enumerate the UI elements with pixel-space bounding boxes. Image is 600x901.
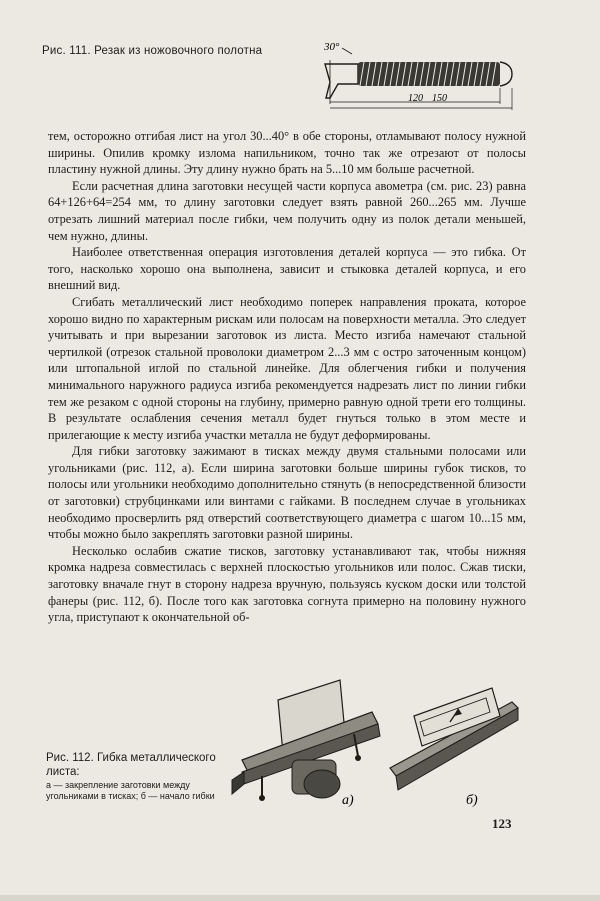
paragraph: Несколько ослабив сжатие тисков, заготовку устанавливают так, чтобы нижняя кромка надреза совместилась с верхней плоскостью угольников или полос. Сжав тиски, заготовку вначале гнут в сторону надреза вручную, пользуясь куском доски или толстой фанеры (рис. 112, б). После того как заготовка согнута примерно на половину нужного угла, приступают к окончательной об- — [48, 543, 526, 625]
paragraph: Если расчетная длина заготовки несущей части корпуса авометра (см. рис. 23) равна 64+126+64=254 мм, то длину заготовки следует взять равной 260...265 мм. Лучше отрезать лишний материал после гибки, чем получить одну из полок детали меньшей, чем нужно, длины. — [48, 178, 526, 243]
fig112b-bending-illustration — [390, 688, 518, 808]
fig111-angle-label: 30° — [324, 41, 340, 53]
figure-111-caption: Рис. 111. Резак из ножовочного полотна — [42, 45, 263, 57]
main-text — [48, 128, 526, 626]
fig112-label-b: б) — [466, 793, 478, 808]
page-number: 123 — [492, 816, 512, 831]
fig111-dimension-150: 150 — [432, 93, 447, 104]
figure-112-caption: Рис. 112. Гибка металлического листа: — [46, 752, 216, 778]
paragraph: Наиболее ответственная операция изготовления деталей корпуса — это гибка. От того, насколько хорошо она выполнена, зависит и стыковка деталей корпуса, и его внешний вид. — [48, 245, 526, 293]
paragraph: Для гибки заготовку зажимают в тисках между двумя стальными полосами или угольниками (рис. 112, а). Если ширина заготовки больше ширины губок тисков, то полосы или угольники необходимо дополнительно стянуть (в непосредственной близости от заготовки) струбцинками или винтами с гайками. В последнем случае в угольниках необходимо просверлить ряд отверстий соответствующего диаметра с шагом 10...15 мм, чтобы можно было закреплять заготовки разной ширины. — [48, 444, 526, 542]
figure-112-bending-drawing — [222, 672, 522, 822]
page-bottom-edge — [0, 895, 600, 901]
fig112-label-a: а) — [342, 793, 354, 808]
fig112a-vise-illustration — [232, 680, 380, 808]
figure-112-legend: а — закрепление заготовки между угольниками в тисках; б — начало гибки — [46, 780, 215, 801]
paragraph: Сгибать металлический лист необходимо поперек направления проката, которое хорошо видно по характерным рискам или полосам на поверхности металла. Это следует учитывать и при вырезании заготовок из листа. Место изгиба намечают стальной чертилкой (отрезок стальной проволоки диаметром 2...3 мм с остро заточенным концом) или штопальной иглой по стальной линейке. Для облегчения гибки и получения минимального наружного радиуса изгиба рекомендуется надрезать лист по линии гибки тем же резаком с одной стороны на глубину, примерно равную одной трети его толщины. В результате ослабления сечения металл будет гнуться только в этом месте и прилегающие к месту изгиба участки металла не будут деформированы. — [48, 294, 526, 442]
paragraph: тем, осторожно отгибая лист на угол 30...40° в обе стороны, отламывают полосу нужной ширины. Опилив кромку излома напильником, точно так же отрезают от полосы пластину нужной длины. Эту длину нужно брать на 5...10 мм больше расчетной. — [48, 129, 526, 177]
figure-111-cutter-drawing — [300, 38, 530, 118]
fig111-dimension-120: 120 — [408, 93, 423, 104]
